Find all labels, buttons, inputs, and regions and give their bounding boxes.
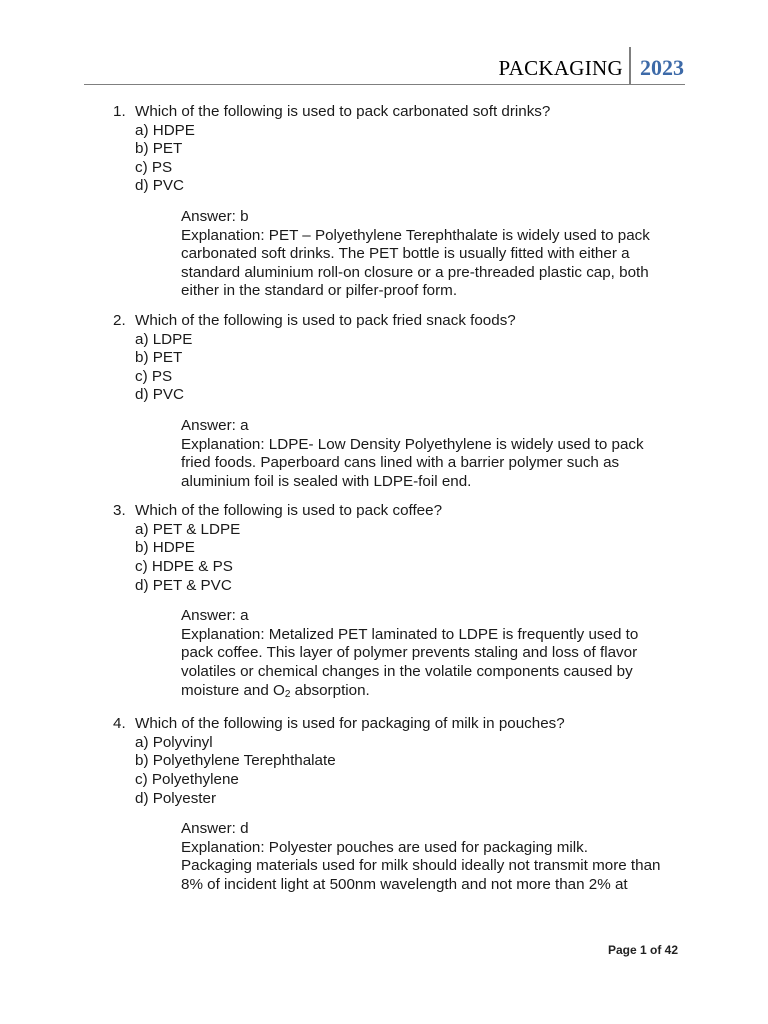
question-text: Which of the following is used for packaging of milk in pouches? xyxy=(135,715,565,733)
question-2 xyxy=(113,312,693,491)
option: d) Polyester xyxy=(135,789,217,807)
option: c) HDPE & PS xyxy=(135,558,233,576)
question-1 xyxy=(113,103,693,301)
explanation-fragment: moisture and O xyxy=(181,681,285,699)
option: a) LDPE xyxy=(135,330,193,348)
answer-text: Answer: d xyxy=(181,820,249,838)
explanation-line: Explanation: LDPE- Low Density Polyethylene is widely used to pack xyxy=(181,435,644,453)
option: c) PS xyxy=(135,367,173,385)
explanation-line: aluminium foil is sealed with LDPE-foil end. xyxy=(181,472,472,490)
page-number: Page 1 of 42 xyxy=(607,943,678,957)
question-text: Which of the following is used to pack coffee? xyxy=(135,502,443,520)
answer-text: Answer: a xyxy=(181,607,249,625)
option: d) PVC xyxy=(135,386,184,404)
header-year: 2023 xyxy=(640,55,684,80)
option-list xyxy=(113,521,693,595)
answer-text: Answer: b xyxy=(181,207,249,225)
explanation-line-last xyxy=(181,682,693,705)
explanation-line: fried foods. Paperboard cans lined with a barrier polymer such as xyxy=(181,454,620,472)
question-text: Which of the following is used to pack carbonated soft drinks? xyxy=(135,103,551,120)
question-3 xyxy=(113,502,693,704)
explanation-line: Explanation: Polyester pouches are used for packaging milk. xyxy=(181,838,588,856)
option-list xyxy=(113,734,693,808)
explanation-line: Packaging materials used for milk should ideally not transmit more than xyxy=(181,857,661,875)
explanation-line: carbonated soft drinks. The PET bottle is usually fitted with either a xyxy=(181,245,630,263)
explanation-fragment: absorption. xyxy=(290,681,370,699)
page-header xyxy=(499,52,684,84)
header-rule xyxy=(84,84,685,85)
explanation-line: pack coffee. This layer of polymer prevents staling and loss of flavor xyxy=(181,644,638,662)
option: d) PVC xyxy=(135,177,184,195)
option: c) PS xyxy=(135,158,173,176)
option: c) Polyethylene xyxy=(135,771,239,788)
option: b) Polyethylene Terephthalate xyxy=(135,752,336,770)
option: b) PET xyxy=(135,140,183,158)
subscript-two: 2 xyxy=(284,688,291,700)
explanation-line: 8% of incident light at 500nm wavelength and not more than 2% at xyxy=(181,875,628,893)
option: b) HDPE xyxy=(135,539,195,557)
option-list xyxy=(113,331,693,405)
answer-text: Answer: a xyxy=(181,416,249,434)
option: a) HDPE xyxy=(135,121,195,139)
option: a) Polyvinyl xyxy=(135,733,213,751)
question-number: 3. xyxy=(113,502,126,520)
option-list xyxy=(113,122,693,196)
question-number: 1. xyxy=(113,103,126,120)
explanation-line: Explanation: PET – Polyethylene Terephthalate is widely used to pack xyxy=(181,226,650,244)
explanation-line: volatiles or chemical changes in the volatile components caused by xyxy=(181,663,633,681)
explanation-line: Explanation: Metalized PET laminated to LDPE is frequently used to xyxy=(181,625,639,643)
question-number: 2. xyxy=(113,311,126,329)
answer-block xyxy=(113,417,693,491)
answer-block xyxy=(113,820,693,894)
question-number: 4. xyxy=(113,715,126,733)
option: b) PET xyxy=(135,349,183,367)
option: d) PET & PVC xyxy=(135,576,232,594)
explanation-line: standard aluminium roll-on closure or a pre-threaded plastic cap, both xyxy=(181,263,649,281)
question-list xyxy=(113,103,693,906)
question-text: Which of the following is used to pack fried snack foods? xyxy=(135,311,516,329)
answer-block xyxy=(113,208,693,301)
answer-block xyxy=(113,607,693,704)
header-subject: PACKAGING xyxy=(498,56,623,80)
question-4 xyxy=(113,715,693,894)
explanation-line: either in the standard or pilfer-proof form. xyxy=(181,282,458,300)
option: a) PET & LDPE xyxy=(135,520,241,538)
